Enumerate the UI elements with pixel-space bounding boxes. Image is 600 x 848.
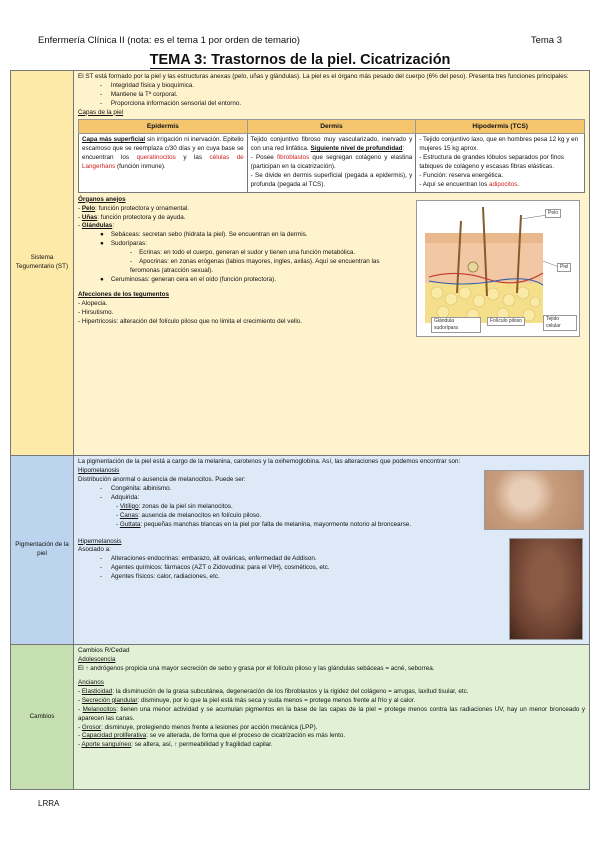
col-hipodermis: Hipodermis (TCS) [416, 119, 585, 133]
list-item: - Agentes físicos: calor, radiaciones, etc. [100, 573, 220, 581]
list-item: - Ecrinas: en todo el cuerpo, generan el sudor y tienen una función metabólica. [130, 249, 356, 257]
diagram-label: Pelo [545, 209, 561, 218]
epidermis-cell: Capa más superficial sin irrigación ni inervación. Epitelio escamoso que se reemplaza c/30 días y en cuya base se encuentran los queratinocitos y las células de Langerhans (función inmune). [79, 134, 248, 193]
skin-diagram-image [416, 200, 580, 337]
diagram-label: Tejido celular [543, 315, 577, 331]
funcs-list [78, 82, 585, 109]
list-item: ● Sebáceas: secretan sebo (hidrata la piel). Se encuentran en la dermis. [100, 231, 308, 239]
list-item: - Adquirida: [100, 493, 140, 501]
diagram-label: Glándula sudorípara [431, 317, 481, 333]
list-item: - Alteraciones endocrinas: embarazo, alt ováricas, enfermedad de Addison. [100, 555, 317, 563]
ancianos-title: Ancianos [78, 678, 104, 686]
summary-table [10, 70, 590, 790]
hipermelanosis-photo [509, 538, 583, 640]
list-item: - Secreción glandular: disminuye, por lo que la piel está más seca y suda menos = protege menos frente al frío y al calor. [78, 696, 416, 704]
section-content [74, 71, 590, 456]
organos-title: Órganos anejos [78, 195, 126, 203]
st-intro: El ST está formado por la piel y las estructuras anexas (pelo, uñas y glándulas). La piel es el órgano más pesado del cuerpo (6% del peso). Presenta tres funciones principales: [78, 73, 569, 80]
list-item: ● Ceruminosas: generan cera en el oído (función protectora). [100, 276, 277, 284]
section-content [74, 456, 590, 645]
page-header [38, 35, 562, 46]
list-item: - Congénita: albinismo. [100, 484, 172, 492]
footer: LRRA [38, 799, 60, 808]
list-item: - Agentes químicos: fármacos (AZT o Zidovudina: para el VIH), cosméticos, etc. [100, 564, 330, 572]
adolescencia-title: Adolescencia [78, 655, 116, 663]
list-item: - Pelo: función protectora y ornamental. [78, 204, 189, 212]
row-sistema-tegumentario [11, 71, 590, 456]
row-cambios [11, 645, 590, 790]
list-item: - Mantiene la Tª corporal. [100, 90, 178, 98]
page-title: TEMA 3: Trastornos de la piel. Cicatrización [149, 52, 451, 68]
list-item: - Elasticidad: la disminución de la grasa subcutánea, degeneración de los fibroblastos y la rigidez del colágeno = arrugas, laxitud tisular, etc. [78, 687, 469, 695]
section-label: Pigmentación de la piel [11, 456, 74, 645]
capas-title: Capas de la piel [78, 108, 124, 116]
cambios-heading: Cambios R/Cedad [78, 647, 130, 654]
hipomelanosis-title: Hipomelanosis [78, 466, 120, 474]
vitiligo-photo [484, 470, 584, 530]
hipermelanosis-title: Hipermelanosis [78, 537, 122, 545]
dermis-cell: Tejido conjuntivo fibroso muy vascularizado, inervado y con una red linfática. Siguiente nivel de profundidad: - Posee fibroblastos que segregan colágeno y elastina (participan en la cicatrización). - Se divide en dermis superficial (pegada a epidermis), y profunda (pegada al TCS). [247, 134, 416, 193]
section-label: Sistema Tegumentario (ST) [11, 71, 74, 456]
list-item: - Alopecia. [78, 299, 108, 307]
pig-intro: La pigmentación de la piel está a cargo de la melanina, carotenos y la oxihemoglobina. Así, las alteraciones que podemos encontrar son: [78, 458, 461, 465]
capas-table [78, 119, 585, 193]
list-item: - Apocrinas: en zonas erógenas (labios mayores, ingles, axilas). Aquí se encuentran las feromonas (atracción sexual). [130, 258, 380, 275]
section-content [74, 645, 590, 790]
adolescencia-text: El ↑ andrógenos propicia una mayor secreción de sebo y grasa por el folículo piloso y las glándulas sebáceas = acné, seborrea. [78, 664, 435, 672]
list-item: - Glándulas: [78, 222, 115, 230]
list-item: - Capacidad proliferativa: se ve alterada, de forma que el proceso de cicatrización es más lento. [78, 732, 346, 740]
hipodermis-cell: - Tejido conjuntivo laxo, que en hombres pesa 12 kg y en mujeres 15 kg aprox. - Estructura de grandes lóbulos separados por finos tabiques de colágeno y escasas fibras elásticas. - Función: reserva energética. - Aquí se encuentran los adipocitos. [416, 134, 585, 193]
afecciones-title: Afecciones de los tegumentos [78, 291, 169, 299]
list-item: - Guttata: pequeñas manchas blancas en la piel por falta de melanina, mayormente notorio al broncearse. [116, 520, 412, 528]
list-item: - Hirsutismo. [78, 308, 114, 316]
list-item: - Aporte sanguíneo: se altera, así, ↑ permeabilidad y fragilidad capilar. [78, 741, 273, 749]
hipomelanosis-desc: Distribución anormal o ausencia de melanocitos. Puede ser: [78, 475, 246, 483]
diagram-label: Folículo piloso [487, 317, 525, 326]
list-item: - Integridad física y bioquímica. [100, 81, 195, 89]
col-dermis: Dermis [247, 119, 416, 133]
list-item: - Uñas: función protectora y de ayuda. [78, 213, 186, 221]
list-item: - Vitíligo: zonas de la piel sin melanocitos. [116, 502, 233, 510]
list-item: - Hipertricosis: alteración del folículo piloso que no limita el crecimiento del vello. [78, 317, 302, 325]
header-left: Enfermería Clínica II (nota: es el tema 1 por orden de temario) [38, 35, 300, 46]
section-label: Cambios [11, 645, 74, 790]
diagram-label: Piel [557, 263, 571, 272]
col-epidermis: Epidermis [79, 119, 248, 133]
list-item: - Proporciona información sensorial del entorno. [100, 99, 242, 107]
row-pigmentacion [11, 456, 590, 645]
list-item: - Grosor: disminuye, protegiendo menos frente a lesiones por acción mecánica (LPP). [78, 723, 318, 731]
list-item: - Canas: ausencia de melanocitos en folículo piloso. [116, 511, 262, 519]
list-item: - Melanocitos: tienen una menor actividad y se acumulan pigmentos en la base de las capas de la piel = protege menos contra las radiaciones UV, hay un menor bronceado y aparecen las canas. [78, 705, 585, 722]
list-item: ● Sudoríparas: [100, 240, 147, 248]
header-right: Tema 3 [530, 35, 562, 46]
hipermelanosis-desc: Asociado a: [78, 546, 111, 554]
